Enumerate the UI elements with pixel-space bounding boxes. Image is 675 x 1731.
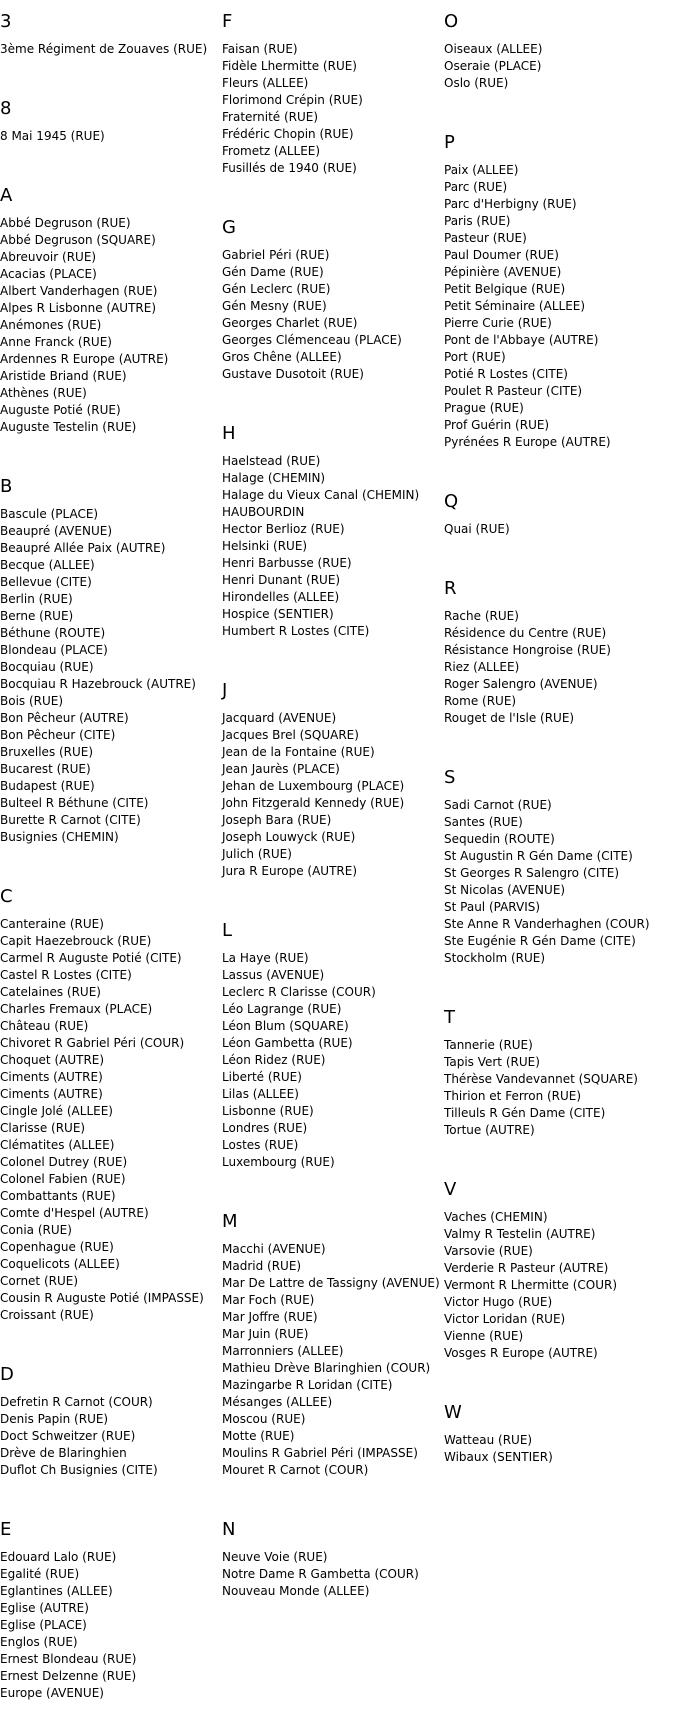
street-list-item: Abreuvoir (RUE) <box>0 250 97 264</box>
street-list-item: HAUBOURDIN <box>222 505 305 519</box>
street-list-item: Pont de l'Abbaye (AUTRE) <box>444 333 599 347</box>
street-list-item: Eglise (PLACE) <box>0 1618 87 1632</box>
street-list-item: Alpes R Lisbonne (AUTRE) <box>0 301 157 315</box>
section-spacer <box>222 1600 444 1629</box>
street-list-item: Mar Foch (RUE) <box>222 1293 315 1307</box>
street-list-item: Léon Gambetta (RUE) <box>222 1036 353 1050</box>
letter-section <box>444 491 675 567</box>
street-list-item: Burette R Carnot (CITE) <box>0 813 141 827</box>
street-list-item: Moulins R Gabriel Péri (IMPASSE) <box>222 1446 418 1460</box>
street-list-item: Hospice (SENTIER) <box>222 607 334 621</box>
street-list-item: Berlin (RUE) <box>0 592 73 606</box>
letter-section <box>222 423 444 669</box>
street-list-item: Canteraine (RUE) <box>0 917 104 931</box>
street-list <box>0 1549 222 1702</box>
section-letter-heading: O <box>444 11 459 32</box>
street-list-item: La Haye (RUE) <box>222 951 309 965</box>
section-letter-heading: B <box>0 476 13 497</box>
street-list-item: Résistance Hongroise (RUE) <box>444 643 611 657</box>
street-list-item: Ernest Delzenne (RUE) <box>0 1669 137 1683</box>
street-list-item: Halage (CHEMIN) <box>222 471 326 485</box>
letter-section <box>222 1211 444 1508</box>
street-list-item: Marronniers (ALLEE) <box>222 1344 344 1358</box>
street-list-item: Mar Joffre (RUE) <box>222 1310 318 1324</box>
street-list-item: Vaches (CHEMIN) <box>444 1210 548 1224</box>
letter-section <box>222 11 444 206</box>
section-letter-heading: H <box>222 423 236 444</box>
street-list-item: Europe (AVENUE) <box>0 1686 104 1700</box>
street-list-item: Charles Fremaux (PLACE) <box>0 1002 153 1016</box>
street-list <box>222 1241 444 1479</box>
street-list-item: Ciments (AUTRE) <box>0 1087 103 1101</box>
street-list-item: Pyrénées R Europe (AUTRE) <box>444 435 611 449</box>
section-letter-heading: A <box>0 185 13 206</box>
street-list-item: Moscou (RUE) <box>222 1412 306 1426</box>
street-list-item: Duflot Ch Busignies (CITE) <box>0 1463 158 1477</box>
section-spacer <box>444 727 675 756</box>
street-list <box>444 162 675 451</box>
street-list-item: Mésanges (ALLEE) <box>222 1395 333 1409</box>
street-list-item: Clarisse (RUE) <box>0 1121 86 1135</box>
street-list-item: Hector Berlioz (RUE) <box>222 522 345 536</box>
section-letter-heading: M <box>222 1211 238 1232</box>
street-list-item: 8 Mai 1945 (RUE) <box>0 129 105 143</box>
street-list-item: Londres (RUE) <box>222 1121 308 1135</box>
street-list-item: Castel R Lostes (CITE) <box>0 968 132 982</box>
street-list-item: Ste Eugénie R Gén Dame (CITE) <box>444 934 636 948</box>
street-list-item: Jean de la Fontaine (RUE) <box>222 745 375 759</box>
street-list-item: Anne Franck (RUE) <box>0 335 112 349</box>
street-list-item: Rouget de l'Isle (RUE) <box>444 711 575 725</box>
street-list <box>0 1394 222 1479</box>
street-list-item: Julich (RUE) <box>222 847 292 861</box>
street-list-item: Wibaux (SENTIER) <box>444 1450 553 1464</box>
street-list-item: Henri Dunant (RUE) <box>222 573 341 587</box>
street-list-item: Thérèse Vandevannet (SQUARE) <box>444 1072 638 1086</box>
street-list-item: Defretin R Carnot (COUR) <box>0 1395 153 1409</box>
letter-section <box>444 578 675 756</box>
street-list <box>0 41 222 58</box>
street-list-item: Notre Dame R Gambetta (COUR) <box>222 1567 419 1581</box>
street-list-item: Joseph Louwyck (RUE) <box>222 830 356 844</box>
street-list-item: Tilleuls R Gén Dame (CITE) <box>444 1106 606 1120</box>
street-list-item: Bellevue (CITE) <box>0 575 92 589</box>
street-list-item: Croissant (RUE) <box>0 1308 94 1322</box>
street-list-item: Busignies (CHEMIN) <box>0 830 119 844</box>
section-spacer <box>222 640 444 669</box>
street-list-item: Oseraie (PLACE) <box>444 59 542 73</box>
section-spacer <box>222 177 444 206</box>
section-spacer <box>222 1171 444 1200</box>
street-list-item: Macchi (AVENUE) <box>222 1242 326 1256</box>
street-list-item: Halage du Vieux Canal (CHEMIN) <box>222 488 420 502</box>
street-list-item: Petit Séminaire (ALLEE) <box>444 299 586 313</box>
street-list-item: Bois (RUE) <box>0 694 64 708</box>
street-list-item: Victor Loridan (RUE) <box>444 1312 566 1326</box>
column-1 <box>0 0 222 1731</box>
section-letter-heading: T <box>444 1007 455 1028</box>
street-list-item: Comte d'Hespel (AUTRE) <box>0 1206 149 1220</box>
section-spacer <box>0 58 222 87</box>
street-list-item: Nouveau Monde (ALLEE) <box>222 1584 370 1598</box>
section-letter-heading: 3 <box>0 11 12 32</box>
street-list <box>0 128 222 145</box>
street-list-item: Léo Lagrange (RUE) <box>222 1002 342 1016</box>
section-letter-heading: E <box>0 1519 12 1540</box>
street-list-item: Becque (ALLEE) <box>0 558 95 572</box>
street-list-item: St Georges R Salengro (CITE) <box>444 866 620 880</box>
street-list <box>444 608 675 727</box>
street-list-item: Albert Vanderhagen (RUE) <box>0 284 158 298</box>
street-list-item: Petit Belgique (RUE) <box>444 282 566 296</box>
street-list-item: Beaupré Allée Paix (AUTRE) <box>0 541 166 555</box>
street-list-item: Mazingarbe R Loridan (CITE) <box>222 1378 393 1392</box>
street-list-item: Ste Anne R Vanderhaghen (COUR) <box>444 917 650 931</box>
street-list-item: Léon Blum (SQUARE) <box>222 1019 349 1033</box>
section-spacer <box>444 967 675 996</box>
street-list-item: John Fitzgerald Kennedy (RUE) <box>222 796 405 810</box>
letter-section <box>444 11 675 121</box>
street-list-item: Ernest Blondeau (RUE) <box>0 1652 137 1666</box>
street-list-item: Rome (RUE) <box>444 694 517 708</box>
street-list <box>222 453 444 640</box>
street-list-item: Ciments (AUTRE) <box>0 1070 103 1084</box>
street-list-item: Bon Pêcheur (CITE) <box>0 728 116 742</box>
street-list-item: St Nicolas (AVENUE) <box>444 883 566 897</box>
section-letter-heading: 8 <box>0 98 12 119</box>
street-list-item: Abbé Degruson (SQUARE) <box>0 233 156 247</box>
street-list-item: Lostes (RUE) <box>222 1138 299 1152</box>
street-list-item: Hirondelles (ALLEE) <box>222 590 340 604</box>
column-3 <box>444 0 675 1495</box>
street-list-item: Motte (RUE) <box>222 1429 295 1443</box>
street-list <box>444 521 675 538</box>
letter-section <box>0 476 222 875</box>
street-list-item: Lilas (ALLEE) <box>222 1087 299 1101</box>
street-list-item: Tapis Vert (RUE) <box>444 1055 540 1069</box>
letter-section <box>444 1007 675 1168</box>
street-list-item: Egalité (RUE) <box>0 1567 80 1581</box>
street-list-item: Conia (RUE) <box>0 1223 72 1237</box>
street-list <box>444 1432 675 1466</box>
section-spacer <box>222 383 444 412</box>
street-list-item: Bulteel R Béthune (CITE) <box>0 796 149 810</box>
street-list-item: Sequedin (ROUTE) <box>444 832 555 846</box>
street-list-item: Sadi Carnot (RUE) <box>444 798 552 812</box>
section-spacer <box>444 1466 675 1495</box>
street-list-item: Oslo (RUE) <box>444 76 509 90</box>
section-spacer <box>444 1139 675 1168</box>
street-list-item: Verderie R Pasteur (AUTRE) <box>444 1261 609 1275</box>
street-list-item: Pierre Curie (RUE) <box>444 316 552 330</box>
street-list-item: Bascule (PLACE) <box>0 507 99 521</box>
street-list-item: Cousin R Auguste Potié (IMPASSE) <box>0 1291 204 1305</box>
street-list-item: Jehan de Luxembourg (PLACE) <box>222 779 405 793</box>
street-list-item: Parc (RUE) <box>444 180 508 194</box>
street-list-item: Bocquiau R Hazebrouck (AUTRE) <box>0 677 196 691</box>
section-letter-heading: L <box>222 920 233 941</box>
street-list-item: Frédéric Chopin (RUE) <box>222 127 354 141</box>
street-list-item: Riez (ALLEE) <box>444 660 520 674</box>
street-list-item: Berne (RUE) <box>0 609 74 623</box>
street-list <box>222 41 444 177</box>
section-spacer <box>0 1324 222 1353</box>
section-spacer <box>444 538 675 567</box>
street-list-item: Coquelicots (ALLEE) <box>0 1257 120 1271</box>
street-list-item: Varsovie (RUE) <box>444 1244 533 1258</box>
street-list-item: Aristide Briand (RUE) <box>0 369 127 383</box>
street-list-item: Jean Jaurès (PLACE) <box>222 762 340 776</box>
street-list-item: Pépinière (AVENUE) <box>444 265 562 279</box>
street-list-item: Chivoret R Gabriel Péri (COUR) <box>0 1036 185 1050</box>
letter-section <box>222 1519 444 1629</box>
street-list-item: Neuve Voie (RUE) <box>222 1550 328 1564</box>
street-list <box>222 710 444 880</box>
street-list-item: Clématites (ALLEE) <box>0 1138 115 1152</box>
street-list-item: Georges Clémenceau (PLACE) <box>222 333 402 347</box>
street-list-item: Gén Mesny (RUE) <box>222 299 327 313</box>
street-list-item: Stockholm (RUE) <box>444 951 546 965</box>
street-list-item: Florimond Crépin (RUE) <box>222 93 363 107</box>
street-list-item: Valmy R Testelin (AUTRE) <box>444 1227 596 1241</box>
section-spacer <box>222 1479 444 1508</box>
street-list-item: Gros Chêne (ALLEE) <box>222 350 342 364</box>
street-list-item: St Paul (PARVIS) <box>444 900 541 914</box>
street-list-item: Quai (RUE) <box>444 522 510 536</box>
section-spacer <box>0 1702 222 1731</box>
street-list-item: Madrid (RUE) <box>222 1259 302 1273</box>
street-list-item: Colonel Dutrey (RUE) <box>0 1155 128 1169</box>
street-list-item: Gabriel Péri (RUE) <box>222 248 330 262</box>
street-list-item: Jacquard (AVENUE) <box>222 711 337 725</box>
section-spacer <box>444 1362 675 1391</box>
street-list-item: Fraternité (RUE) <box>222 110 319 124</box>
letter-section <box>444 132 675 480</box>
street-list-item: Port (RUE) <box>444 350 506 364</box>
section-spacer <box>0 145 222 174</box>
section-spacer <box>222 880 444 909</box>
street-list-item: Victor Hugo (RUE) <box>444 1295 553 1309</box>
street-list-item: Jacques Brel (SQUARE) <box>222 728 359 742</box>
street-list-item: Doct Schweitzer (RUE) <box>0 1429 136 1443</box>
section-spacer <box>444 92 675 121</box>
street-list-item: Drève de Blaringhien <box>0 1446 127 1460</box>
letter-section <box>222 920 444 1200</box>
letter-section <box>222 217 444 412</box>
street-list-item: Prague (RUE) <box>444 401 524 415</box>
street-list-item: Edouard Lalo (RUE) <box>0 1550 117 1564</box>
street-list-item: Bocquiau (RUE) <box>0 660 94 674</box>
street-list-item: Catelaines (RUE) <box>0 985 101 999</box>
street-list-item: Ardennes R Europe (AUTRE) <box>0 352 169 366</box>
street-list-item: Acacias (PLACE) <box>0 267 97 281</box>
street-list-item: Bucarest (RUE) <box>0 762 91 776</box>
street-list-item: 3ème Régiment de Zouaves (RUE) <box>0 42 208 56</box>
street-list <box>444 1209 675 1362</box>
section-spacer <box>444 451 675 480</box>
section-spacer <box>0 1479 222 1508</box>
street-list-item: Mar Juin (RUE) <box>222 1327 309 1341</box>
letter-section <box>0 11 222 87</box>
street-list-item: Leclerc R Clarisse (COUR) <box>222 985 376 999</box>
street-list-item: Luxembourg (RUE) <box>222 1155 335 1169</box>
street-list-item: Choquet (AUTRE) <box>0 1053 105 1067</box>
street-list-item: Frometz (ALLEE) <box>222 144 321 158</box>
street-list-item: Mathieu Drève Blaringhien (COUR) <box>222 1361 431 1375</box>
street-list-item: Jura R Europe (AUTRE) <box>222 864 358 878</box>
street-list-item: Résidence du Centre (RUE) <box>444 626 607 640</box>
street-list-item: Anémones (RUE) <box>0 318 102 332</box>
street-list-item: Vermont R Lhermitte (COUR) <box>444 1278 618 1292</box>
section-letter-heading: N <box>222 1519 236 1540</box>
street-list-item: Bruxelles (RUE) <box>0 745 94 759</box>
section-letter-heading: R <box>444 578 457 599</box>
street-list <box>222 1549 444 1600</box>
street-list-item: Paul Doumer (RUE) <box>444 248 559 262</box>
section-letter-heading: D <box>0 1364 14 1385</box>
letter-section <box>444 767 675 996</box>
street-list <box>0 506 222 846</box>
street-list-item: Mouret R Carnot (COUR) <box>222 1463 369 1477</box>
street-list-item: Paix (ALLEE) <box>444 163 519 177</box>
letter-section <box>0 98 222 174</box>
street-list-item: Pasteur (RUE) <box>444 231 527 245</box>
street-list-item: Mar De Lattre de Tassigny (AVENUE) <box>222 1276 440 1290</box>
section-spacer <box>0 436 222 465</box>
section-letter-heading: C <box>0 886 13 907</box>
street-list-item: Gustave Dusotoit (RUE) <box>222 367 364 381</box>
street-list-item: Fusillés de 1940 (RUE) <box>222 161 357 175</box>
street-list <box>444 41 675 92</box>
street-list-item: Gén Dame (RUE) <box>222 265 324 279</box>
street-list-item: Poulet R Pasteur (CITE) <box>444 384 583 398</box>
street-list-item: Vosges R Europe (AUTRE) <box>444 1346 598 1360</box>
street-list-item: Prof Guérin (RUE) <box>444 418 550 432</box>
street-list-item: Helsinki (RUE) <box>222 539 308 553</box>
section-letter-heading: F <box>222 11 233 32</box>
street-list-item: Humbert R Lostes (CITE) <box>222 624 370 638</box>
street-list-item: Thirion et Ferron (RUE) <box>444 1089 582 1103</box>
section-letter-heading: S <box>444 767 456 788</box>
street-list-item: Lisbonne (RUE) <box>222 1104 314 1118</box>
street-list-item: Rache (RUE) <box>444 609 519 623</box>
street-list-item: Cingle Jolé (ALLEE) <box>0 1104 113 1118</box>
street-list-item: Oiseaux (ALLEE) <box>444 42 543 56</box>
street-list-item: Potié R Lostes (CITE) <box>444 367 568 381</box>
street-list-item: Henri Barbusse (RUE) <box>222 556 352 570</box>
street-list-item: Vienne (RUE) <box>444 1329 524 1343</box>
street-list-item: Parc d'Herbigny (RUE) <box>444 197 577 211</box>
section-spacer <box>0 846 222 875</box>
section-letter-heading: W <box>444 1402 462 1423</box>
street-list-item: Bon Pêcheur (AUTRE) <box>0 711 129 725</box>
street-list-item: Denis Papin (RUE) <box>0 1412 109 1426</box>
street-list <box>444 797 675 967</box>
letter-section <box>0 1519 222 1731</box>
street-list-item: Colonel Fabien (RUE) <box>0 1172 126 1186</box>
street-list-item: Béthune (ROUTE) <box>0 626 106 640</box>
street-list-item: Abbé Degruson (RUE) <box>0 216 131 230</box>
street-list-item: Lassus (AVENUE) <box>222 968 325 982</box>
street-list-item: Gén Leclerc (RUE) <box>222 282 331 296</box>
street-list-item: Joseph Bara (RUE) <box>222 813 332 827</box>
street-list-item: Eglise (AUTRE) <box>0 1601 89 1615</box>
street-list-item: Santes (RUE) <box>444 815 523 829</box>
letter-section <box>0 886 222 1353</box>
street-list-item: Capit Haezebrouck (RUE) <box>0 934 152 948</box>
street-list-item: Haelstead (RUE) <box>222 454 321 468</box>
street-list-item: Fidèle Lhermitte (RUE) <box>222 59 357 73</box>
street-list <box>0 916 222 1324</box>
street-list-item: Englos (RUE) <box>0 1635 78 1649</box>
street-list-item: Auguste Potié (RUE) <box>0 403 121 417</box>
section-letter-heading: V <box>444 1179 457 1200</box>
street-list-item: St Augustin R Gén Dame (CITE) <box>444 849 633 863</box>
street-list-item: Copenhague (RUE) <box>0 1240 114 1254</box>
letter-section <box>444 1179 675 1391</box>
street-list <box>222 247 444 383</box>
section-letter-heading: G <box>222 217 236 238</box>
section-letter-heading: J <box>222 680 228 701</box>
street-list <box>444 1037 675 1139</box>
street-list-item: Tortue (AUTRE) <box>444 1123 535 1137</box>
street-list-item: Blondeau (PLACE) <box>0 643 108 657</box>
street-list-item: Beaupré (AVENUE) <box>0 524 112 538</box>
street-list-item: Carmel R Auguste Potié (CITE) <box>0 951 182 965</box>
street-list-item: Léon Ridez (RUE) <box>222 1053 326 1067</box>
street-list-item: Cornet (RUE) <box>0 1274 79 1288</box>
street-list-item: Watteau (RUE) <box>444 1433 533 1447</box>
letter-section <box>222 680 444 909</box>
street-list-item: Athènes (RUE) <box>0 386 87 400</box>
street-list-item: Combattants (RUE) <box>0 1189 116 1203</box>
street-list-item: Budapest (RUE) <box>0 779 95 793</box>
street-list-item: Faisan (RUE) <box>222 42 298 56</box>
street-list-item: Georges Charlet (RUE) <box>222 316 358 330</box>
street-list-item: Auguste Testelin (RUE) <box>0 420 137 434</box>
letter-section <box>444 1402 675 1495</box>
street-list-item: Liberté (RUE) <box>222 1070 302 1084</box>
street-list-item: Fleurs (ALLEE) <box>222 76 309 90</box>
street-list-item: Château (RUE) <box>0 1019 89 1033</box>
section-letter-heading: P <box>444 132 455 153</box>
street-list-item: Paris (RUE) <box>444 214 511 228</box>
letter-section <box>0 185 222 465</box>
street-list-item: Tannerie (RUE) <box>444 1038 533 1052</box>
letter-section <box>0 1364 222 1508</box>
street-list <box>222 950 444 1171</box>
street-list <box>0 215 222 436</box>
section-letter-heading: Q <box>444 491 459 512</box>
street-list-item: Eglantines (ALLEE) <box>0 1584 113 1598</box>
column-2 <box>222 0 444 1629</box>
street-list-item: Roger Salengro (AVENUE) <box>444 677 598 691</box>
